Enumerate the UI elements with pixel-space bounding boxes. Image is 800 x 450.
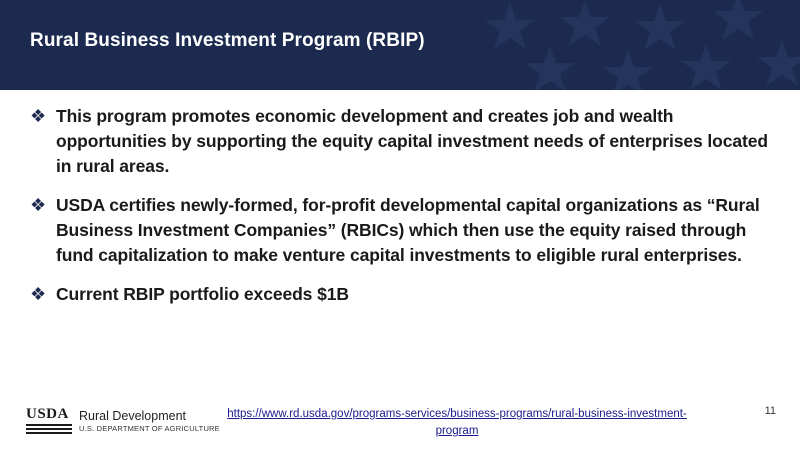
program-link[interactable]: https://www.rd.usda.gov/programs-services/business-programs/rural-business-investment-program <box>227 408 687 437</box>
slide-footer <box>0 390 800 450</box>
slide-header <box>0 0 800 90</box>
list-item-text: This program promotes economic development and creates job and wealth opportunities by supporting the equity capital investment needs of enterprises located in rural areas. <box>56 106 768 176</box>
list-item <box>30 104 775 179</box>
list-item-text: USDA certifies newly-formed, for-profit developmental capital organizations as “Rural Business Investment Companies” (RBICs) which then use the equity raised through fund capitalization to make venture capital investments to eligible rural enterprises. <box>56 195 760 265</box>
page-title: Rural Business Investment Program (RBIP) <box>30 30 425 51</box>
usda-wordmark: USDA <box>26 406 69 422</box>
usda-logo-text <box>79 409 220 434</box>
diamond-bullet-icon: ❖ <box>30 195 47 215</box>
list-item-text: Current RBIP portfolio exceeds $1B <box>56 284 349 304</box>
diamond-bullet-icon: ❖ <box>30 284 47 304</box>
rural-development-label: Rural Development <box>79 409 186 423</box>
bullet-list <box>30 104 775 321</box>
stars-decoration <box>470 0 800 90</box>
usda-logo <box>26 407 220 436</box>
diamond-bullet-icon: ❖ <box>30 106 47 126</box>
usda-logo-mark <box>26 407 72 436</box>
list-item <box>30 193 775 268</box>
department-label: U.S. DEPARTMENT OF AGRICULTURE <box>79 424 220 433</box>
usda-logo-bars <box>26 424 72 434</box>
list-item <box>30 282 775 307</box>
page-number: 11 <box>764 405 776 417</box>
